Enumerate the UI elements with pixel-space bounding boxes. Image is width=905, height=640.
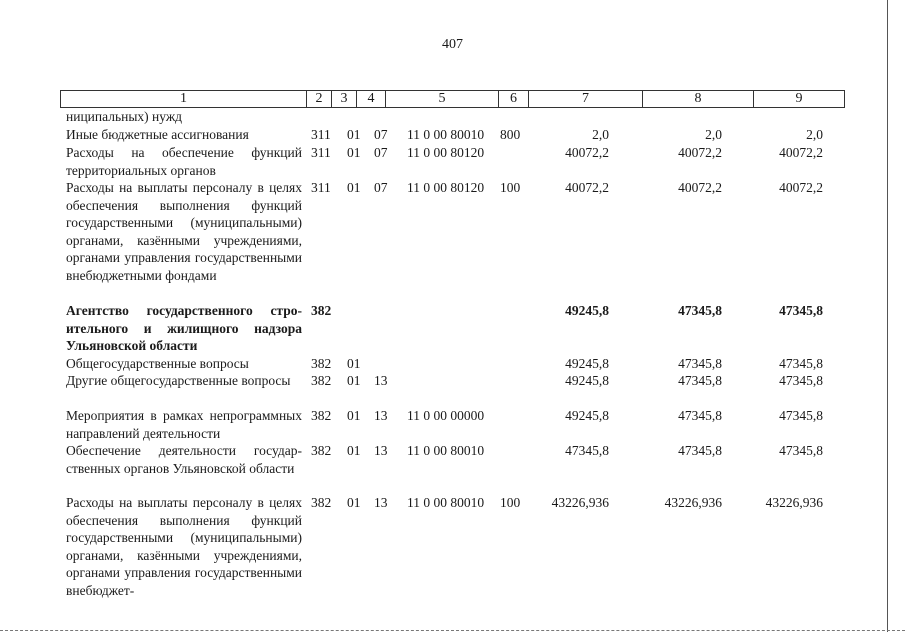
cell-col-9: 47345,8 [779, 356, 823, 371]
header-col-2: 2 [306, 91, 331, 107]
header-col-7: 7 [528, 91, 642, 107]
header-col-4: 4 [356, 91, 385, 107]
cell-col-5: 11 0 00 80010 [407, 443, 485, 458]
cell-col-3: 01 [347, 127, 361, 142]
row-description: Общегосударственные вопросы [66, 356, 249, 371]
row-description: Расходы на выплаты персоналу в целях обеспечения выполнения функций государственными (муниципальными) органами, казёнными учреждениями, органами управления государственными внебюджетными фондами [66, 180, 302, 283]
row-description: Другие общегосударственные вопросы [66, 373, 291, 388]
cell-col-3: 01 [347, 443, 361, 458]
cell-col-7: 49245,8 [565, 356, 609, 371]
cell-col-9: 47345,8 [779, 303, 823, 318]
cell-col-5: 11 0 00 80010 [407, 495, 485, 510]
cell-col-3: 01 [347, 495, 361, 510]
cell-col-7: 47345,8 [565, 443, 609, 458]
cell-col-5: 11 0 00 80010 [407, 127, 485, 142]
cell-col-2: 382 [311, 356, 332, 371]
cell-col-3: 01 [347, 180, 361, 195]
cell-col-9: 40072,2 [779, 145, 823, 160]
cell-col-8: 47345,8 [678, 356, 722, 371]
cell-col-9: 43226,936 [765, 495, 823, 510]
row-description: Мероприятия в рамках непрограммных направлений деятельности [66, 408, 302, 441]
cell-col-6: 800 [500, 127, 521, 142]
header-col-1: 1 [180, 91, 187, 106]
cell-col-8: 47345,8 [678, 408, 722, 423]
row-description: ниципальных) нужд [66, 109, 183, 124]
row-description: Расходы на выплаты персоналу в целях обеспечения выполнения функций государственными (муниципальными) органами, казёнными учреждениями, органами управления государственными внебюджет- [66, 495, 302, 598]
cell-col-2: 382 [311, 408, 332, 423]
cell-col-8: 40072,2 [678, 145, 722, 160]
cell-col-5: 11 0 00 00000 [407, 408, 485, 423]
cell-col-5: 11 0 00 80120 [407, 145, 485, 160]
cell-col-2: 311 [311, 180, 331, 195]
cell-col-8: 40072,2 [678, 180, 722, 195]
cell-col-4: 13 [374, 373, 388, 388]
cell-col-6: 100 [500, 180, 521, 195]
cell-col-8: 47345,8 [678, 443, 722, 458]
cell-col-3: 01 [347, 356, 361, 371]
cell-col-7: 49245,8 [565, 408, 609, 423]
cell-col-7: 43226,936 [551, 495, 609, 510]
row-description: Агентство государственного строительного и жилищного надзора Ульяновской области [66, 303, 302, 353]
row-description: Расходы на обеспечение функций территориальных органов [66, 145, 302, 178]
cell-col-7: 49245,8 [565, 373, 609, 388]
cell-col-2: 382 [311, 303, 332, 318]
table-header [60, 90, 845, 108]
cell-col-3: 01 [347, 373, 361, 388]
cell-col-2: 382 [311, 373, 332, 388]
cell-col-4: 07 [374, 145, 388, 160]
cell-col-2: 311 [311, 145, 331, 160]
cell-col-4: 13 [374, 443, 388, 458]
cell-col-7: 40072,2 [565, 180, 609, 195]
cell-col-3: 01 [347, 408, 361, 423]
cell-col-8: 47345,8 [678, 373, 722, 388]
cell-col-2: 382 [311, 495, 332, 510]
cell-col-6: 100 [500, 495, 521, 510]
cell-col-2: 382 [311, 443, 332, 458]
page-edge-right [887, 0, 888, 632]
page-edge-bottom [0, 630, 905, 631]
cell-col-8: 43226,936 [664, 495, 722, 510]
cell-col-4: 13 [374, 408, 388, 423]
cell-col-3: 01 [347, 145, 361, 160]
header-col-9: 9 [753, 91, 844, 107]
cell-col-9: 40072,2 [779, 180, 823, 195]
header-col-5: 5 [385, 91, 498, 107]
cell-col-4: 13 [374, 495, 388, 510]
page-number: 407 [442, 37, 463, 52]
cell-col-4: 07 [374, 180, 388, 195]
cell-col-5: 11 0 00 80120 [407, 180, 485, 195]
header-col-6: 6 [498, 91, 528, 107]
cell-col-4: 07 [374, 127, 388, 142]
cell-col-7: 49245,8 [565, 303, 609, 318]
cell-col-7: 2,0 [592, 127, 609, 142]
row-description: Иные бюджетные ассигнования [66, 127, 249, 142]
cell-col-9: 2,0 [806, 127, 823, 142]
cell-col-9: 47345,8 [779, 443, 823, 458]
cell-col-9: 47345,8 [779, 408, 823, 423]
cell-col-9: 47345,8 [779, 373, 823, 388]
cell-col-8: 47345,8 [678, 303, 722, 318]
header-col-8: 8 [642, 91, 753, 107]
row-description: Обеспечение деятельности государственных органов Ульяновской области [66, 443, 302, 476]
cell-col-7: 40072,2 [565, 145, 609, 160]
header-col-3: 3 [331, 91, 356, 107]
cell-col-2: 311 [311, 127, 331, 142]
cell-col-8: 2,0 [705, 127, 722, 142]
